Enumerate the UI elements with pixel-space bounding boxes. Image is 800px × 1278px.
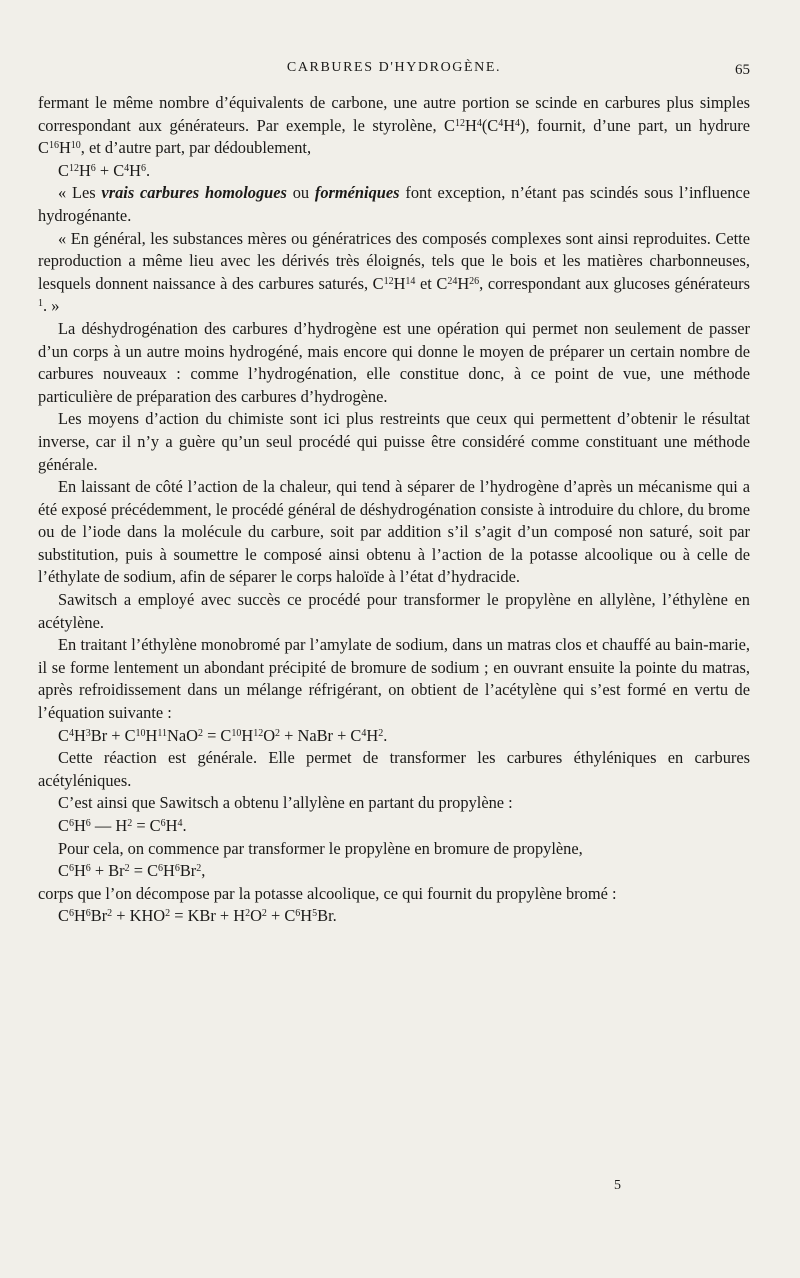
- paragraph: « En général, les substances mères ou génératrices des composés complexes sont ainsi reproduites. Cette reproduction a même lieu avec les dérivés très éloignés, tels que le bois et les matières charbonneuses, lesquels donnent naissance à des carbures saturés, $C^{12}H^{14}$ et $C^{24}H^{26}$, correspondant aux glucoses générateurs $^1$. »: [38, 228, 751, 316]
- paragraph: corps que l’on décompose par la potasse alcoolique, ce qui fournit du propylène bromé :: [38, 883, 617, 903]
- paragraph: Sawitsch a employé avec succès ce procédé pour transformer le propylène en allylène, l’éthylène en acétylène.: [38, 590, 750, 632]
- equation: $C^6H^6$ — $H^2 = C^6H^4$.: [58, 816, 187, 835]
- page-header: [38, 60, 750, 86]
- page-number: 65: [735, 62, 750, 78]
- paragraph: Cette réaction est générale. Elle permet de transformer les carbures éthyléniques en carbures acétyléniques.: [38, 748, 750, 790]
- paragraph: fermant le même nombre d’équivalents de carbone, une autre portion se scinde en carbures plus simples correspondant aux générateurs. Par exemple, le styrolène, $C^{12}H^4(C^4H^4)$, fournit, d’une part, un hydrure $C^{16}H^{10}$, et d’autre part, par dédoublement,: [38, 93, 751, 158]
- paragraph: En traitant l’éthylène monobromé par l’amylate de sodium, dans un matras clos et chauffé au bain-marie, il se forme lentement un abondant précipité de bromure de sodium ; en ouvrant ensuite la pointe du matras, après refroidissement dans un mélange réfrigérant, on obtient de l’acétylène qui s’est formé en vertu de l’équation suivante :: [38, 635, 750, 723]
- paragraph: « Les vrais carbures homologues ou forméniques font exception, n’étant pas scindés sous l’influence hydrogénante.: [38, 183, 750, 225]
- equation: $C^6H^6Br^2 + KHO^2$ = KBr + $H^2O^2 + C^6H^5Br$.: [58, 906, 337, 926]
- paragraph: Pour cela, on commence par transformer le propylène en bromure de propylène,: [58, 838, 583, 858]
- running-title: CARBURES D'HYDROGÈNE.: [286, 60, 502, 75]
- signature-mark: 5: [614, 1178, 621, 1193]
- equation: $C^{12}H^6 + C^4H^6$.: [58, 160, 151, 180]
- equation: $C^4H^3Br + C^{10}H^{11}NaO^2 = C^{10}H^{12}O^2$ + NaBr + $C^4H^2$.: [58, 725, 388, 745]
- paragraph: La déshydrogénation des carbures d’hydrogène est une opération qui permet non seulement de passer d’un corps à un autre moins hydrogéné, mais encore qui donne le moyen de préparer un certain nombre de carbures nouveaux : comme l’hydrogénation, elle constitue donc, à ce point de vue, une méthode particulière de préparation des carbures d’hydrogène.: [38, 318, 750, 406]
- paragraph: Les moyens d’action du chimiste sont ici plus restreints que ceux qui permettent d’obtenir le résultat inverse, car il n’y a guère qu’un seul procédé qui puisse être considéré comme constituant une méthode générale.: [38, 409, 750, 474]
- paragraph: En laissant de côté l’action de la chaleur, qui tend à séparer de l’hydrogène d’après un mécanisme qui a été exposé précédemment, le procédé général de déshydrogénation consiste à introduire du chlore, du brome ou de l’iode dans la molécule du carbure, soit par addition s’il s’agit d’un composé non saturé, soit par substitution, puis à soumettre le composé ainsi obtenu à l’action de la potasse alcoolique ou à celle de l’éthylate de sodium, afin de séparer le corps haloïde à l’état d’hydracide.: [38, 477, 750, 587]
- equation: $C^6H^6 + Br^2 = C^6H^6Br^2$,: [58, 861, 206, 881]
- paragraph: C’est ainsi que Sawitsch a obtenu l’allylène en partant du propylène :: [58, 793, 513, 813]
- body-text: [38, 92, 750, 928]
